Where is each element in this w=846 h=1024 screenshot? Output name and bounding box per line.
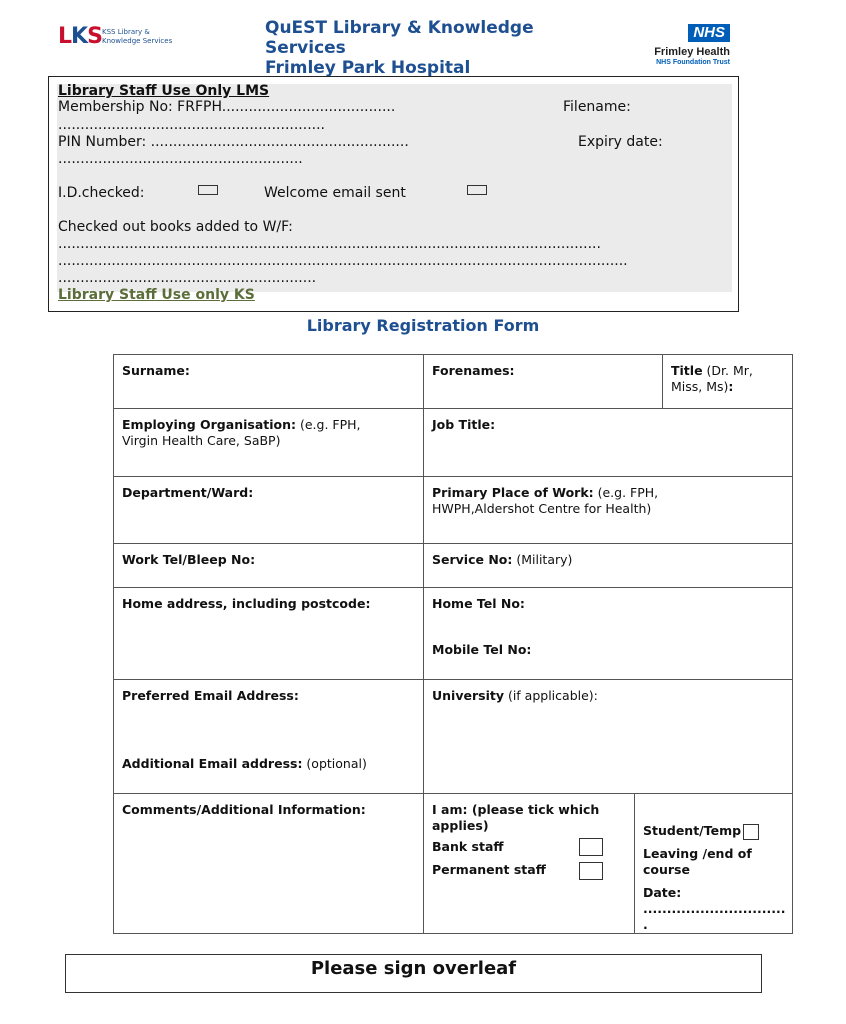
student-temp-checkbox[interactable] (743, 824, 759, 840)
sign-overleaf-notice: Please sign overleaf (65, 954, 762, 993)
expiry-date-label: Expiry date: (578, 134, 663, 150)
email-field[interactable] (113, 679, 424, 794)
nhs-logo (620, 22, 730, 67)
service-no-label: Service No: (432, 552, 513, 567)
comments-label: Comments/Additional Information: (122, 802, 366, 817)
id-checked-label: I.D.checked: (58, 185, 145, 201)
work-tel-label: Work Tel/Bleep No: (122, 552, 256, 567)
staff-lms-title: Library Staff Use Only LMS (58, 83, 270, 99)
home-address-field[interactable] (113, 587, 424, 680)
checked-out-dots-2: ................................................................................................................................ (58, 253, 628, 269)
pin-dots: ....................................................... (58, 151, 303, 167)
surname-field[interactable] (113, 354, 424, 409)
job-title-label: Job Title: (432, 417, 496, 432)
student-temp-label: Student/Temp (643, 823, 742, 838)
employing-org-hint: (e.g. FPH, (296, 417, 361, 432)
bank-staff-label: Bank staff (432, 839, 504, 854)
lks-logo-mark: LKS (58, 24, 102, 49)
university-hint: (if applicable): (503, 688, 598, 703)
service-no-field[interactable] (423, 543, 793, 588)
primary-place-field[interactable] (423, 476, 793, 544)
membership-dots: ............................................................ (58, 117, 326, 133)
additional-email-hint: (optional) (302, 756, 367, 771)
primary-place-label: Primary Place of Work: (432, 485, 594, 500)
title-hint: (Dr. Mr, (702, 363, 753, 378)
permanent-staff-checkbox[interactable] (579, 862, 603, 880)
membership-no: Membership No: FRFPH....................................... (58, 99, 396, 115)
work-tel-field[interactable] (113, 543, 424, 588)
welcome-email-checkbox[interactable] (467, 185, 487, 195)
surname-label: Surname: (122, 363, 190, 378)
id-checked-checkbox[interactable] (198, 185, 218, 195)
pin-number: PIN Number: .......................................................... (58, 134, 409, 150)
department-field[interactable] (113, 476, 424, 544)
university-field[interactable] (423, 679, 793, 794)
primary-place-hint: (e.g. FPH, (593, 485, 659, 500)
i-am-label: I am: (please tick which applies) (432, 802, 600, 833)
employing-organisation-field[interactable] (113, 408, 424, 477)
department-label: Department/Ward: (122, 485, 254, 500)
filename-label: Filename: (563, 99, 631, 115)
kss-logo (58, 26, 188, 52)
phone-numbers-field[interactable] (423, 587, 793, 680)
checked-out-dots-3: .......................................................... (58, 270, 317, 286)
header-title: QuEST Library & Knowledge Services Frimley Park Hospital (265, 18, 534, 78)
checked-out-label: Checked out books added to W/F: (58, 219, 293, 235)
home-address-label: Home address, including postcode: (122, 596, 371, 611)
service-no-hint: (Military) (512, 552, 573, 567)
title-hint-2: Miss, Ms) (671, 379, 729, 394)
bank-staff-option (432, 839, 504, 855)
preferred-email-label: Preferred Email Address: (122, 688, 299, 703)
trust-subtitle: NHS Foundation Trust (656, 59, 730, 66)
registration-form-table (113, 354, 793, 934)
staff-ks-link[interactable]: Library Staff Use only KS (58, 287, 255, 303)
title-field[interactable] (662, 354, 793, 409)
student-temp-cell (634, 793, 793, 934)
nhs-badge: NHS (688, 24, 730, 42)
job-title-field[interactable] (423, 408, 793, 477)
title-label: Title (671, 363, 703, 378)
staff-type-cell (423, 793, 635, 934)
employing-org-hint-2: Virgin Health Care, SaBP) (122, 433, 281, 448)
form-title: Library Registration Form (306, 316, 540, 335)
staff-use-box (48, 76, 739, 312)
welcome-email-label: Welcome email sent (264, 185, 406, 201)
date-label: Date: (643, 885, 682, 900)
trust-name: Frimley Health (654, 46, 730, 58)
comments-field[interactable] (113, 793, 424, 934)
checked-out-dots-1: .......................................................................................................................... (58, 236, 601, 252)
employing-org-label: Employing Organisation: (122, 417, 296, 432)
additional-email-label: Additional Email address: (122, 756, 303, 771)
date-dot-end: . (643, 917, 648, 932)
date-dots: .............................. (643, 901, 786, 916)
permanent-staff-label: Permanent staff (432, 862, 546, 877)
leaving-label: Leaving /end of course (643, 846, 752, 877)
bank-staff-checkbox[interactable] (579, 838, 603, 856)
title-colon: : (728, 379, 734, 394)
forenames-label: Forenames: (432, 363, 515, 378)
forenames-field[interactable] (423, 354, 663, 409)
primary-place-hint-2: HWPH,Aldershot Centre for Health) (432, 501, 652, 516)
home-tel-label: Home Tel No: (432, 596, 525, 611)
permanent-staff-option (432, 862, 546, 878)
mobile-tel-label: Mobile Tel No: (432, 642, 532, 657)
university-label: University (432, 688, 504, 703)
lks-logo-text: KSS Library & Knowledge Services (102, 28, 173, 45)
